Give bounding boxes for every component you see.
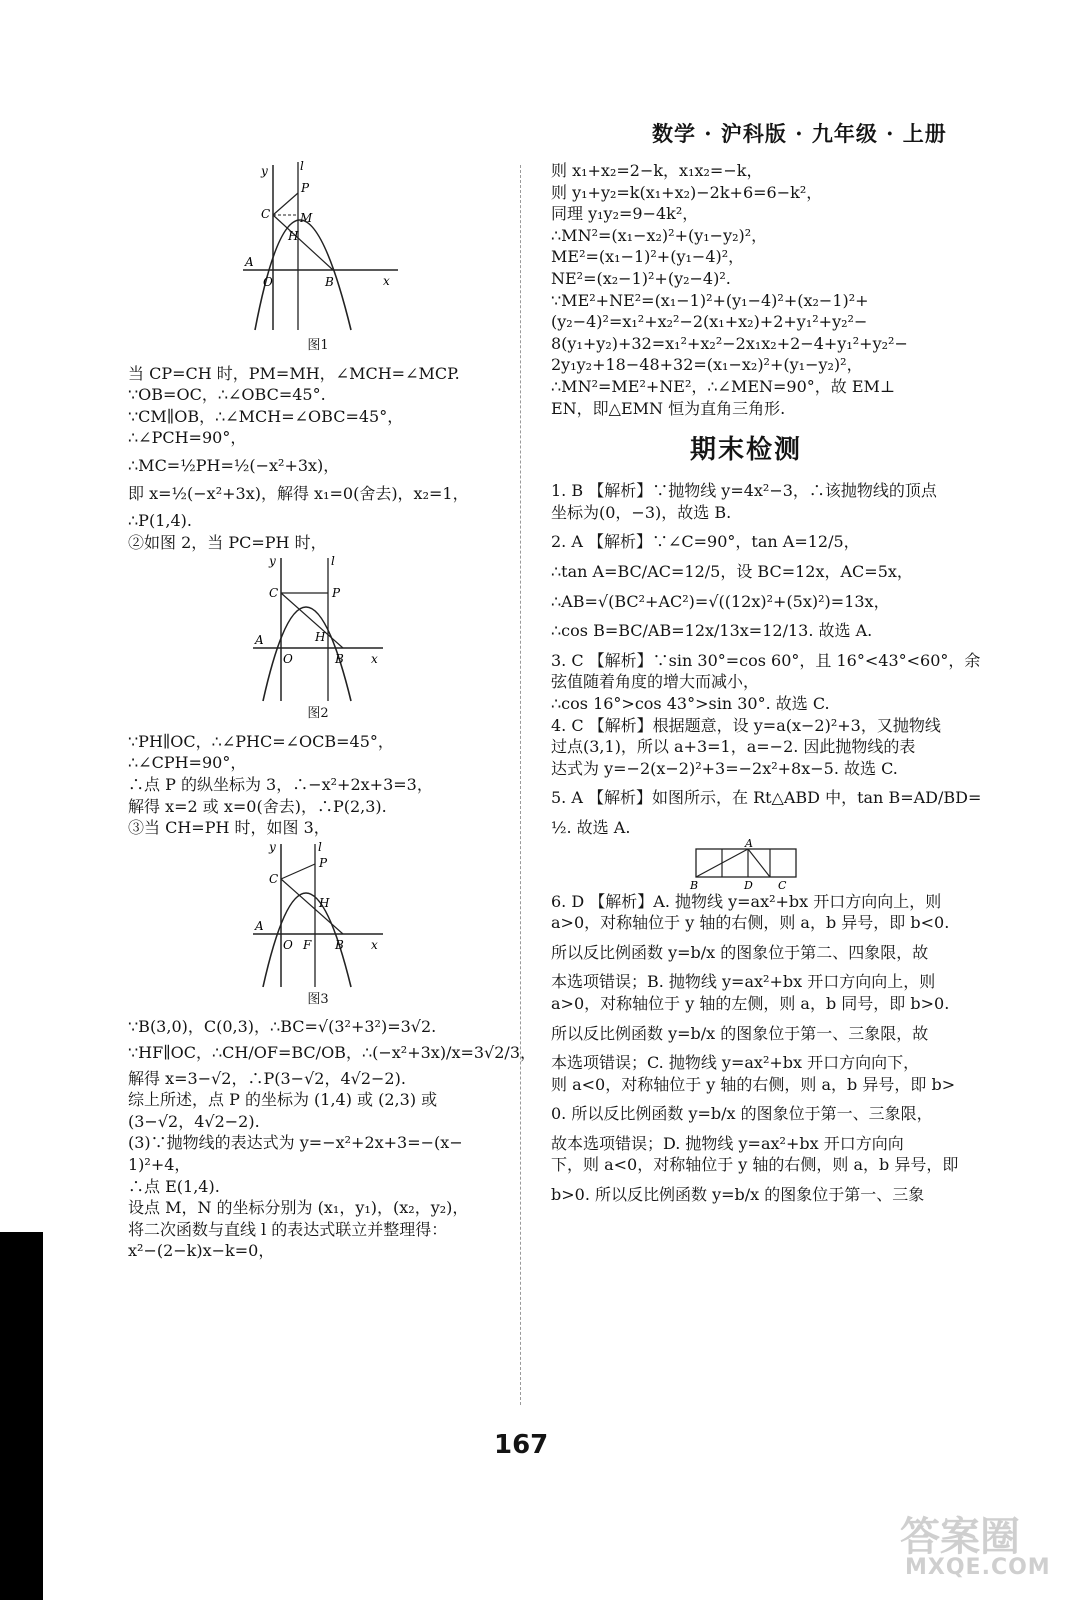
figure-2 [243, 553, 393, 703]
fig3-label-x: x [371, 937, 378, 952]
answer-line: 则 a<0，对称轴位于 y 轴的右侧，则 a，b 异号，即 b> [551, 1074, 956, 1094]
answer-line: 下，则 a<0，对称轴位于 y 轴的右侧，则 a，b 异号，即 [551, 1155, 959, 1175]
text-line: (3−√2，4√2−2). [128, 1111, 260, 1131]
text-line: ∵OB=OC，∴∠OBC=45°. [128, 385, 326, 405]
page-header: 数学 · 沪科版 · 九年级 · 上册 [652, 121, 947, 146]
answer-line: 故本选项错误；D. 抛物线 y=ax²+bx 开口方向向 [551, 1133, 904, 1153]
text-line: ∴∠PCH=90°， [128, 428, 247, 448]
text-line: 同理 y₁y₂=9−4k²， [551, 204, 699, 224]
text-line: NE²=(x₂−1)²+(y₂−4)². [551, 268, 731, 288]
column-divider [520, 165, 521, 1405]
figure-1 [233, 160, 403, 335]
answer-line: ∴cos 16°>cos 43°>sin 30°. 故选 C. [551, 693, 830, 713]
text-line: 2y₁y₂+18−48+32=(x₁−x₂)²+(y₁−y₂)²， [551, 355, 863, 375]
text-line: EN，即△EMN 恒为直角三角形. [551, 398, 786, 418]
answer-line: 所以反比例函数 y=b/x 的图象位于第二、四象限，故 [551, 942, 929, 962]
text-line: ME²=(x₁−1)²+(y₁−4)²， [551, 247, 745, 267]
fig2-label-h: H [315, 630, 326, 645]
answer-line: 弦值随着角度的增大而减小， [551, 672, 760, 692]
text-line: 则 x₁+x₂=2−k，x₁x₂=−k， [551, 161, 763, 180]
fig2-label-b: B [335, 652, 344, 667]
section-title: 期末检测 [689, 435, 802, 466]
fig3-label-c: C [269, 871, 279, 886]
text-line: ②如图 2，当 PC=PH 时， [128, 532, 327, 552]
text-line: 设点 M，N 的坐标分别为 (x₁，y₁)，(x₂，y₂)， [128, 1198, 469, 1218]
figure-3-caption: 图3 [307, 991, 329, 1007]
text-line: (3)∵抛物线的表达式为 y=−x²+2x+3=−(x− [128, 1133, 463, 1153]
text-line: 解得 x=3−√2，∴P(3−√2，4√2−2). [128, 1068, 406, 1088]
fig5-label-c: C [778, 878, 787, 891]
fig1-label-m: M [300, 211, 313, 225]
answer-line: ∴cos B=BC/AB=12x/13x=12/13. 故选 A. [551, 621, 873, 641]
text-line: ∴MC=½PH=½(−x²+3x)， [128, 455, 340, 475]
answer-line: 5. A 【解析】如图所示，在 Rt△ABD 中，tan B=AD/BD= [551, 788, 982, 808]
text-line: ∵HF∥OC，∴CH/OF=BC/OB，∴(−x²+3x)/x=3√2/3， [128, 1042, 537, 1062]
fig3-label-a: A [255, 918, 264, 933]
fig1-label-x: x [383, 274, 390, 288]
left-column [128, 160, 537, 1262]
fig1-label-p: P [301, 181, 310, 195]
figure-q5 [686, 839, 806, 891]
text-line: 则 y₁+y₂=k(x₁+x₂)−2k+6=6−k²， [551, 182, 823, 202]
fig2-label-p: P [332, 586, 341, 601]
text-line: 1)²+4， [128, 1154, 191, 1174]
fig3-label-f: F [303, 937, 312, 952]
text-line: ③当 CH=PH 时，如图 3， [128, 818, 330, 838]
answer-line: 坐标为(0，−3)，故选 B. [551, 502, 732, 522]
text-line: x²−(2−k)x−k=0， [128, 1241, 275, 1261]
answer-line: 本选项错误；C. 抛物线 y=ax²+bx 开口方向向下， [551, 1053, 920, 1073]
fig5-label-a: A [745, 838, 753, 850]
scan-edge-shadow [0, 1232, 43, 1600]
fig2-label-y: y [269, 554, 276, 569]
text-line: ∴MN²=ME²+NE²，∴∠MEN=90°，故 EM⊥ [551, 376, 895, 396]
text-line: ∵CM∥OB，∴∠MCH=∠OBC=45°， [128, 406, 404, 426]
page-number: 167 [494, 1430, 549, 1460]
fig1-label-l: l [300, 160, 304, 173]
text-line: ∴MN²=(x₁−x₂)²+(y₁−y₂)²， [551, 225, 768, 245]
fig1-label-y: y [261, 164, 268, 178]
fig1-label-c: C [261, 207, 271, 221]
answer-line: 6. D 【解析】A. 抛物线 y=ax²+bx 开口方向向上，则 [551, 891, 942, 911]
answer-line: b>0. 所以反比例函数 y=b/x 的图象位于第一、三象 [551, 1185, 925, 1205]
figure-2-caption: 图2 [307, 706, 329, 722]
text-line: 即 x=½(−x²+3x)，解得 x₁=0(舍去)，x₂=1， [128, 483, 469, 503]
answer-line: a>0，对称轴位于 y 轴的左侧，则 a，b 同号，即 b>0. [551, 993, 950, 1013]
text-line: ∵ME²+NE²=(x₁−1)²+(y₁−4)²+(x₂−1)²+ [551, 290, 869, 310]
text-line: ∴点 P 的纵坐标为 3，∴−x²+2x+3=3， [128, 775, 433, 795]
fig3-label-p: P [319, 855, 328, 870]
figure-3 [243, 839, 393, 989]
text-line: ∵B(3,0)，C(0,3)，∴BC=√(3²+3²)=3√2. [128, 1017, 437, 1037]
answer-line: 0. 所以反比例函数 y=b/x 的图象位于第一、三象限， [551, 1104, 933, 1124]
text-line: ∴点 E(1,4). [128, 1176, 220, 1196]
fig1-label-a: A [245, 255, 254, 269]
fig2-label-c: C [269, 586, 279, 601]
text-line: ∴P(1,4). [128, 511, 192, 531]
fig2-label-x: x [371, 652, 378, 667]
text-line: 当 CP=CH 时，PM=MH，∠MCH=∠MCP. [128, 363, 460, 383]
answer-line: 2. A 【解析】∵∠C=90°，tan A=12/5， [551, 532, 860, 552]
answer-line: a>0，对称轴位于 y 轴的右侧，则 a，b 异号，即 b<0. [551, 913, 950, 933]
fig1-label-h: H [288, 229, 299, 243]
answer-line: ∴AB=√(BC²+AC²)=√((12x)²+(5x)²)=13x， [551, 591, 890, 611]
fig3-label-o: O [283, 937, 293, 952]
answer-line: 1. B 【解析】∵抛物线 y=4x²−3，∴该抛物线的顶点 [551, 481, 937, 501]
answer-line: 所以反比例函数 y=b/x 的图象位于第一、三象限，故 [551, 1023, 929, 1043]
text-line: ∵PH∥OC，∴∠PHC=∠OCB=45°， [128, 731, 394, 751]
answer-line: 3. C 【解析】∵sin 30°=cos 60°，且 16°<43°<60°，余 [551, 650, 981, 670]
fig3-label-l: l [318, 839, 322, 854]
text-line: 综上所述，点 P 的坐标为 (1,4) 或 (2,3) 或 [128, 1090, 438, 1110]
fig3-label-b: B [335, 937, 344, 952]
fig5-label-b: B [690, 878, 699, 891]
answer-line: 达式为 y=−2(x−2)²+3=−2x²+8x−5. 故选 C. [551, 758, 898, 778]
text-line: 解得 x=2 或 x=0(舍去)，∴P(2,3). [128, 796, 387, 816]
answer-line: 过点(3,1)，所以 a+3=1，a=−2. 因此抛物线的表 [551, 737, 916, 757]
text-line: ∴∠CPH=90°， [128, 753, 247, 773]
fig2-label-o: O [283, 652, 293, 667]
fig1-label-o: O [263, 275, 273, 289]
text-line: 8(y₁+y₂)+32=x₁²+x₂²−2x₁x₂+2−4+y₁²+y₂²− [551, 333, 908, 353]
watermark-logo: 答案圈 [900, 1514, 1020, 1560]
answer-line: ½. 故选 A. [551, 817, 631, 837]
figure-1-caption: 图1 [307, 338, 329, 353]
fig2-label-l: l [331, 554, 335, 569]
watermark-url: MXQE.COM [905, 1555, 1051, 1580]
fig1-label-b: B [325, 275, 334, 289]
fig2-label-a: A [255, 633, 264, 648]
answer-line: 本选项错误；B. 抛物线 y=ax²+bx 开口方向向上，则 [551, 972, 936, 992]
answer-line: 4. C 【解析】根据题意，设 y=a(x−2)²+3，又抛物线 [551, 715, 941, 735]
right-column [551, 160, 982, 1206]
fig5-label-d: D [744, 878, 753, 891]
fig3-label-y: y [269, 839, 276, 854]
text-line: (y₂−4)²=x₁²+x₂²−2(x₁+x₂)+2+y₁²+y₂²− [551, 312, 868, 332]
fig3-label-h: H [319, 895, 330, 910]
answer-line: ∴tan A=BC/AC=12/5，设 BC=12x，AC=5x， [551, 562, 913, 581]
text-line: 将二次函数与直线 l 的表达式联立并整理得： [128, 1219, 448, 1239]
